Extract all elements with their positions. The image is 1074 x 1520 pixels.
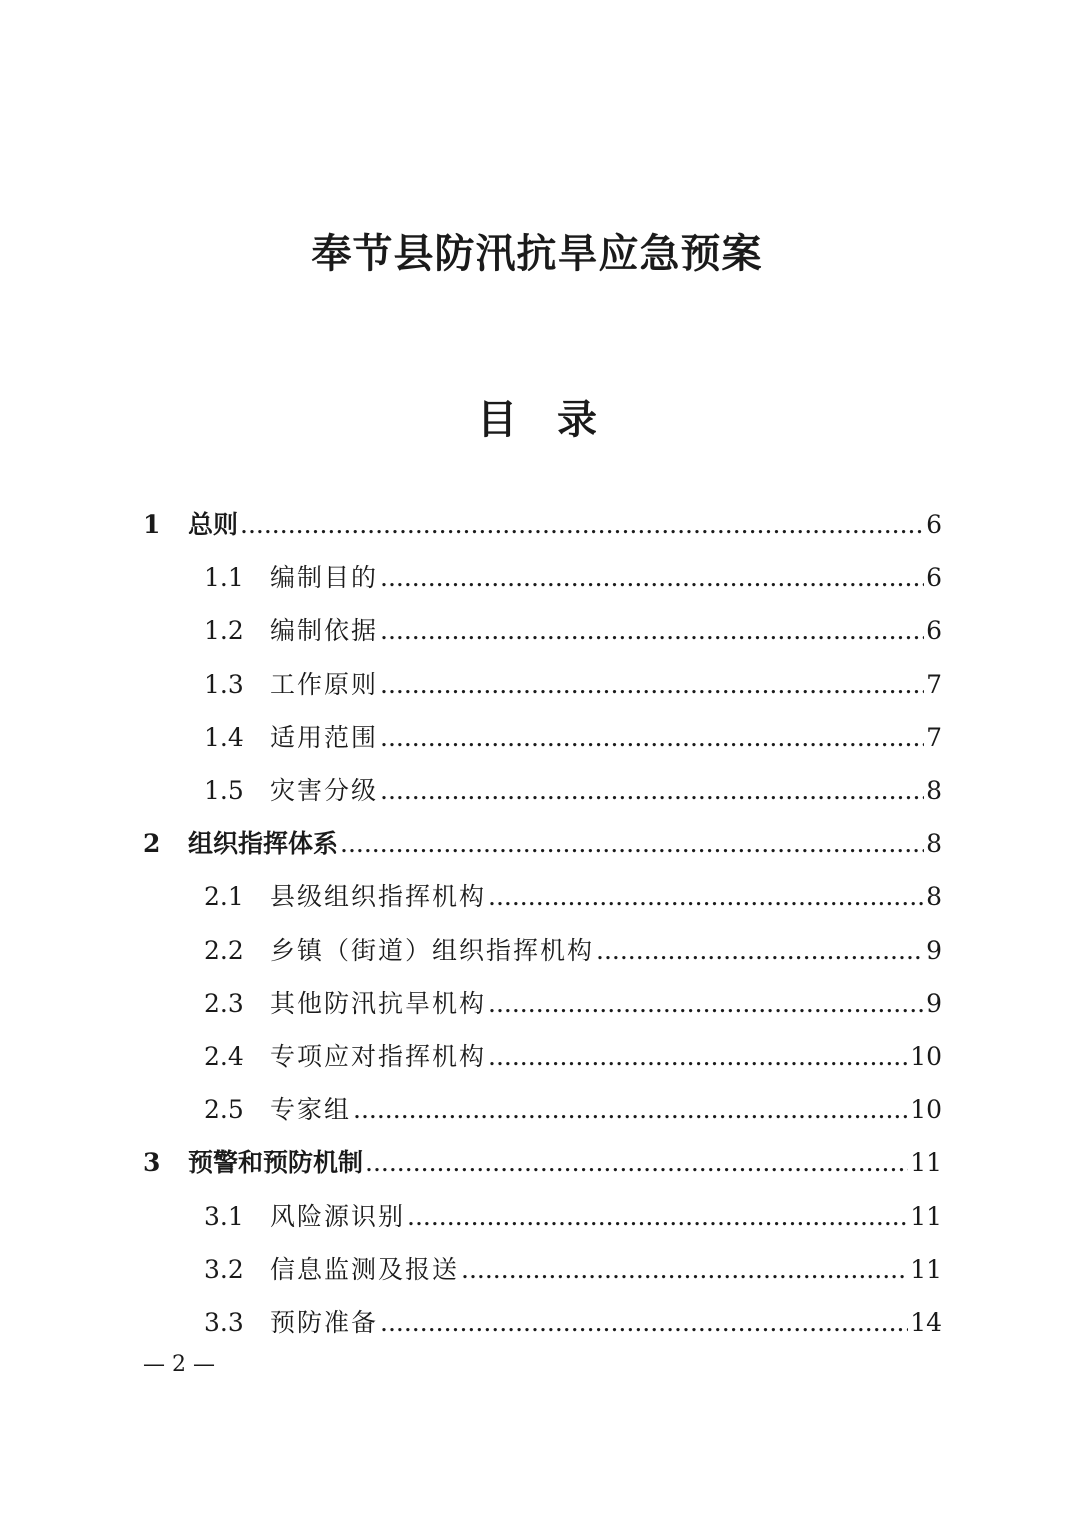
toc-entry-title: 预防准备: [270, 1308, 379, 1337]
toc-entry-number: 1.3: [204, 669, 244, 699]
toc-entry-title: 风险源识别: [270, 1201, 406, 1231]
toc-entry-title: 乡镇（街道）组织指挥机构: [270, 935, 595, 965]
toc-entry-number: 1.5: [204, 776, 244, 805]
toc-section-entry[interactable]: [204, 1298, 942, 1338]
toc-chapter-entry[interactable]: [143, 500, 942, 540]
toc-entry-number: 2.5: [204, 1095, 244, 1125]
toc-section-entry[interactable]: [204, 1085, 942, 1125]
toc-entry-title: 工作原则: [270, 669, 379, 699]
toc-entry-title: 编制依据: [270, 616, 379, 646]
toc-section-entry[interactable]: [204, 606, 942, 646]
toc-entry-page: 14: [910, 1308, 942, 1337]
toc-section-entry[interactable]: [204, 872, 942, 912]
toc-dot-leader: [380, 670, 924, 700]
toc-section-entry[interactable]: [204, 766, 942, 806]
toc-section-entry[interactable]: [204, 1245, 942, 1285]
toc-dot-leader: [488, 882, 924, 912]
toc-dot-leader: [461, 1255, 908, 1285]
toc-entry-number: 2: [143, 829, 161, 859]
toc-entry-title: 总则: [188, 510, 239, 539]
toc-entry-title: 专家组: [270, 1095, 352, 1125]
toc-entry-title: 适用范围: [270, 722, 379, 752]
toc-entry-number: 3.3: [204, 1308, 244, 1337]
toc-entry-title: 编制目的: [270, 563, 379, 593]
toc-dot-leader: [380, 723, 924, 753]
toc-dot-leader: [488, 1042, 908, 1072]
toc-entry-number: 1: [143, 510, 161, 539]
toc-section-entry[interactable]: [204, 979, 942, 1019]
toc-entry-page: 7: [926, 669, 942, 699]
toc-dot-leader: [380, 563, 924, 593]
toc-entry-number: 2.1: [204, 882, 244, 912]
toc-entry-page: 9: [926, 935, 942, 965]
toc-entry-number: 1.4: [204, 722, 244, 752]
toc-entry-title: 专项应对指挥机构: [270, 1042, 487, 1071]
toc-entry-title: 信息监测及报送: [270, 1254, 460, 1284]
toc-entry-title: 组织指挥体系: [188, 829, 339, 859]
toc-chapter-entry[interactable]: [143, 819, 942, 859]
toc-entry-number: 1.1: [204, 563, 244, 593]
toc-dot-leader: [380, 616, 924, 646]
toc-entry-page: 10: [910, 1095, 942, 1125]
toc-entry-title: 其他防汛抗旱机构: [270, 988, 487, 1018]
toc-entry-title: 县级组织指挥机构: [270, 882, 487, 912]
toc-section-entry[interactable]: [204, 553, 942, 593]
document-title: 奉节县防汛抗旱应急预案: [311, 230, 763, 277]
toc-entry-page: 6: [926, 510, 942, 539]
toc-entry-page: 11: [910, 1201, 942, 1231]
toc-dot-leader: [380, 776, 924, 806]
toc-dot-leader: [596, 936, 924, 966]
toc-entry-title: 预警和预防机制: [188, 1148, 364, 1178]
toc-dot-leader: [488, 989, 924, 1019]
toc-entry-number: 3.2: [204, 1254, 244, 1284]
toc-entry-number: 3.1: [204, 1201, 244, 1231]
toc-dot-leader: [407, 1202, 908, 1232]
toc-dot-leader: [353, 1095, 908, 1125]
toc-entry-page: 11: [910, 1148, 942, 1178]
toc-dot-leader: [340, 829, 924, 859]
toc-dot-leader: [240, 510, 924, 540]
toc-entry-page: 11: [910, 1254, 942, 1284]
toc-entry-page: 8: [926, 882, 942, 912]
toc-entry-page: 9: [926, 988, 942, 1018]
toc-dot-leader: [365, 1148, 908, 1178]
toc-entry-page: 8: [926, 829, 942, 859]
toc-entry-page: 6: [926, 616, 942, 646]
toc-entry-page: 10: [910, 1042, 942, 1071]
toc-dot-leader: [380, 1308, 908, 1338]
toc-entry-page: 6: [926, 563, 942, 593]
toc-section-entry[interactable]: [204, 1192, 942, 1232]
toc-section-entry[interactable]: [204, 1032, 942, 1072]
toc-chapter-entry[interactable]: [143, 1138, 942, 1178]
toc-entry-number: 2.3: [204, 988, 244, 1018]
toc-entry-number: 1.2: [204, 616, 244, 646]
toc-heading-right: 录: [557, 396, 597, 443]
toc-entry-number: 2.4: [204, 1042, 244, 1071]
toc-section-entry[interactable]: [204, 713, 942, 753]
toc-heading-left: 目: [477, 396, 517, 443]
toc-entry-page: 8: [926, 776, 942, 805]
toc-entry-number: 2.2: [204, 935, 244, 965]
toc-section-entry[interactable]: [204, 926, 942, 966]
toc-entry-title: 灾害分级: [270, 776, 379, 805]
toc-section-entry[interactable]: [204, 660, 942, 700]
page-number-footer: — 2 —: [143, 1352, 215, 1377]
toc-entry-number: 3: [143, 1148, 161, 1178]
toc-entry-page: 7: [926, 722, 942, 752]
